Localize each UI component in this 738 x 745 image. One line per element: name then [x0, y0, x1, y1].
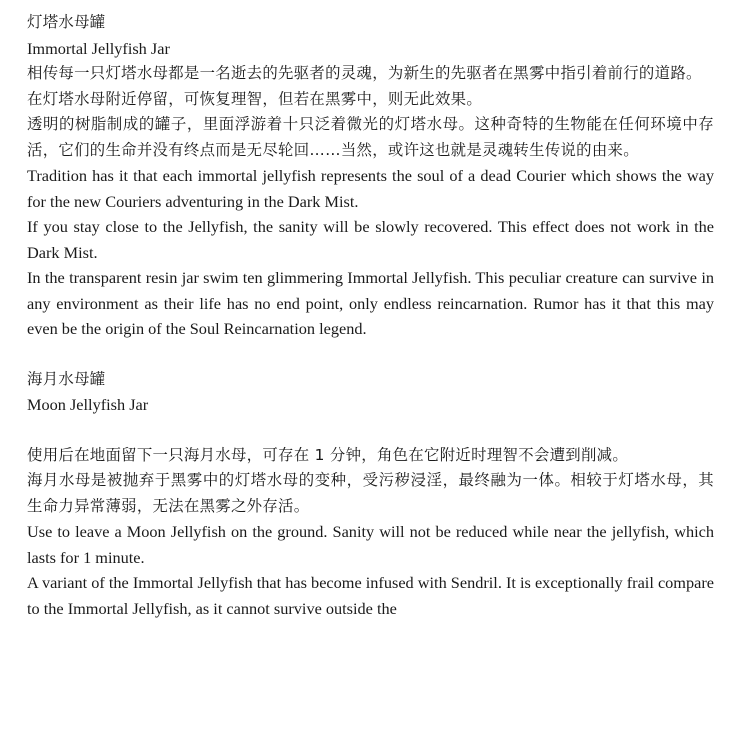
section-spacer: [27, 418, 714, 443]
section-title-zh: 海月水母罐: [27, 369, 106, 388]
paragraph-zh: 使用后在地面留下一只海月水母，可存在 1 分钟，角色在它附近时理智不会遭到削减。: [27, 445, 629, 464]
paragraph-en: In the transparent resin jar swim ten glimmering Immortal Jellyfish. This peculiar creature can survive in any environment as their life has no end point, only endless reincarnation. Rumor has it that this may even be the origin of the Soul Reincarnation legend.: [27, 268, 714, 338]
paragraph-zh: 海月水母是被抛弃于黑雾中的灯塔水母的变种，受污秽浸淫，最终融为一体。相较于灯塔水母，其生命力异常薄弱，无法在黑雾之外存活。: [27, 471, 714, 515]
paragraph-zh: 在灯塔水母附近停留，可恢复理智，但若在黑雾中，则无此效果。: [27, 89, 483, 108]
section-title-zh: 灯塔水母罐: [27, 13, 106, 31]
section-spacer: [27, 342, 714, 367]
section-title-en: Moon Jellyfish Jar: [27, 395, 149, 414]
paragraph-en: Tradition has it that each immortal jellyfish represents the soul of a dead Courier which shows the way for the new Couriers adventuring in the Dark Mist.: [27, 166, 714, 211]
paragraph-en: Use to leave a Moon Jellyfish on the ground. Sanity will not be reduced while near the jellyfish, which lasts for 1 minute.: [27, 522, 714, 567]
paragraph-en: If you stay close to the Jellyfish, the sanity will be slowly recovered. This effect does not work in the Dark Mist.: [27, 217, 714, 262]
paragraph-en: A variant of the Immortal Jellyfish that has become infused with Sendril. It is exceptionally frail compare to the Immortal Jellyfish, as it cannot survive outside the: [27, 573, 714, 618]
section-title-en: Immortal Jellyfish Jar: [27, 38, 170, 58]
paragraph-zh: 相传每一只灯塔水母都是一名逝去的先驱者的灵魂，为新生的先驱者在黑雾中指引着前行的道路。: [27, 64, 702, 82]
paragraph-zh: 透明的树脂制成的罐子，里面浮游着十只泛着微光的灯塔水母。这种奇特的生物能在任何环境中存活，它们的生命并没有终点而是无尽轮回……当然，或许这也就是灵魂转生传说的由来。: [27, 115, 714, 159]
